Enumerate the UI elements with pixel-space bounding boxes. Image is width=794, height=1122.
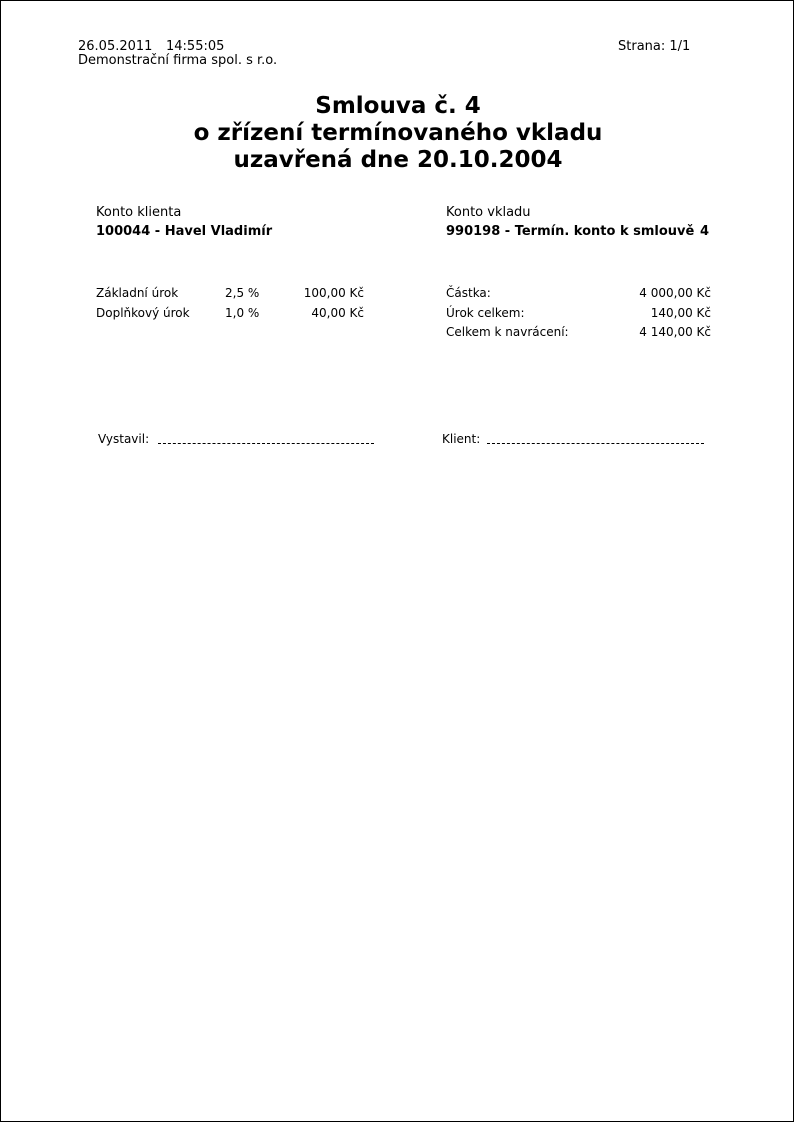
deposit-account-value: 990198 - Termín. konto k smlouvě xyxy=(446,224,695,239)
return-total-value: 4 140,00 Kč xyxy=(639,325,711,339)
interest-label: Doplňkový úrok xyxy=(96,306,190,320)
company-name: Demonstrační firma spol. s r.o. xyxy=(78,53,278,68)
interest-rate: 1,0 % xyxy=(225,306,260,320)
interest-rate: 2,5 % xyxy=(225,286,260,300)
client-account-value: 100044 - Havel Vladimír xyxy=(96,224,273,239)
deposit-account-label: Konto vkladu xyxy=(446,205,531,220)
interest-amount: 100,00 Kč xyxy=(303,286,364,300)
interest-total-value: 140,00 Kč xyxy=(650,306,711,320)
page-number: Strana: 1/1 xyxy=(618,39,691,54)
print-time: 14:55:05 xyxy=(166,39,225,54)
issuer-signature-line xyxy=(158,443,374,444)
interest-label: Základní úrok xyxy=(96,286,179,300)
document-title-line3: uzavřená dne 20.10.2004 xyxy=(233,147,563,173)
client-signature-label: Klient: xyxy=(442,432,481,446)
interest-amount: 40,00 Kč xyxy=(311,306,364,320)
amount-value: 4 000,00 Kč xyxy=(639,286,711,300)
issuer-signature-label: Vystavil: xyxy=(98,432,150,446)
interest-total-label: Úrok celkem: xyxy=(446,306,525,320)
client-account-label: Konto klienta xyxy=(96,205,182,220)
client-signature-line xyxy=(487,443,704,444)
document-title-line1: Smlouva č. 4 xyxy=(315,93,481,119)
document-title-line2: o zřízení termínovaného vkladu xyxy=(193,120,603,146)
deposit-account-number: 4 xyxy=(700,224,710,239)
amount-label: Částka: xyxy=(446,286,491,300)
return-total-label: Celkem k navrácení: xyxy=(446,325,569,339)
print-date: 26.05.2011 xyxy=(78,39,153,54)
